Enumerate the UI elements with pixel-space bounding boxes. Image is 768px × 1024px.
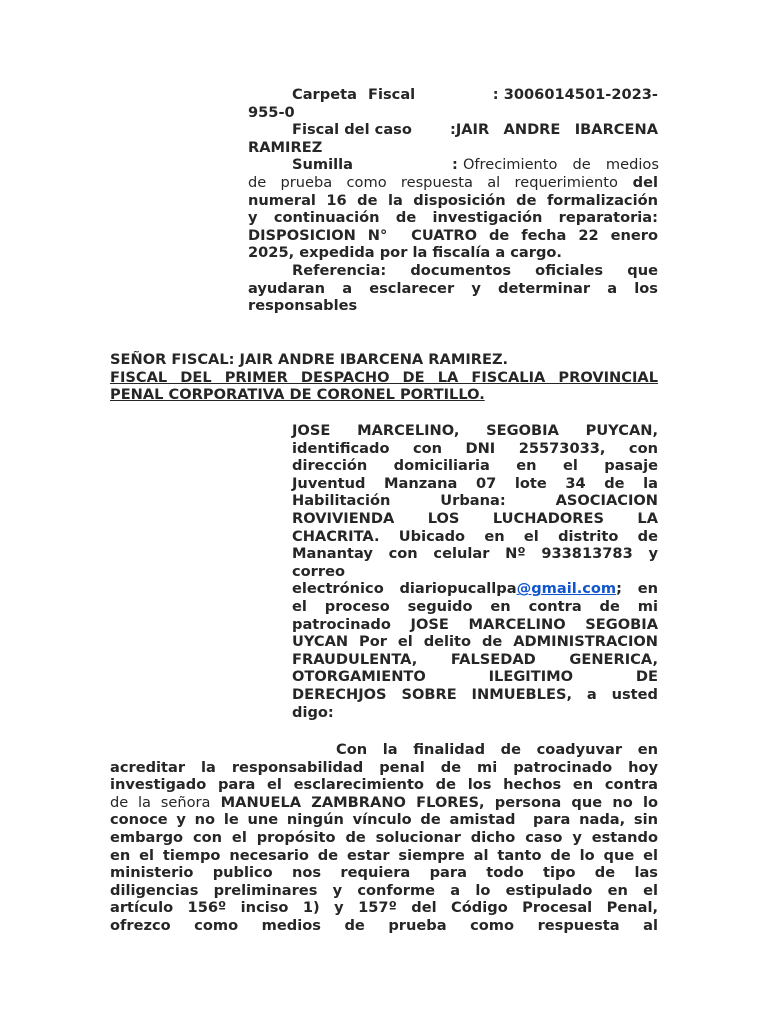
- carpeta-fiscal-label: Carpeta Fiscal: [292, 86, 416, 103]
- body-line: acreditar la responsabilidad penal de mi patrocinado hoy: [110, 758, 658, 776]
- body-line: diligencias preliminares y conforme a lo estipulado en el: [110, 881, 658, 899]
- body-line: ministerio publico nos requiera para todo tipo de las: [110, 864, 658, 882]
- body-paragraph: [110, 741, 658, 935]
- email-link[interactable]: @gmail.com: [516, 580, 617, 598]
- referencia-line-2: ayudaran a esclarecer y determinar a los: [248, 279, 658, 297]
- intro-line: patrocinado JOSE MARCELINO SEGOBIA: [292, 615, 658, 633]
- sumilla-text-5: DISPOSICION N° CUATRO de fecha 22 enero: [248, 226, 658, 244]
- addressee-block: [110, 351, 658, 404]
- fiscal-del-caso-label: Fiscal del caso: [292, 121, 412, 139]
- intro-line: UYCAN Por el delito de ADMINISTRACION: [292, 633, 658, 651]
- intro-line: identificado con DNI 25573033, con: [292, 439, 658, 457]
- referencia-line-1: Referencia: documentos oficiales que: [292, 261, 658, 279]
- body-line: en el tiempo necesario de estar siempre al tanto de lo que el: [110, 846, 658, 864]
- intro-line: dirección domiciliaria en el pasaje: [292, 457, 658, 475]
- intro-line: DERECHJOS SOBRE INMUEBLES, a usted: [292, 685, 658, 703]
- sumilla-text-6: 2025, expedida por la fiscalía a cargo.: [248, 244, 562, 262]
- intro-line: digo:: [292, 703, 334, 721]
- body-line: conoce y no le une ningún vínculo de amistad para nada, sin: [110, 811, 658, 829]
- referencia-line-3: responsables: [248, 297, 358, 315]
- intro-line: CHACRITA. Ubicado en el distrito de: [292, 527, 658, 545]
- carpeta-fiscal-value-cont: 955-0: [248, 103, 295, 121]
- intro-line: Manantay con celular Nº 933813783 y: [292, 545, 658, 563]
- intro-line: Habilitación Urbana: ASOCIACION: [292, 492, 658, 510]
- intro-line: el proceso seguido en contra de mi: [292, 597, 658, 615]
- intro-line: FRAUDULENTA, FALSEDAD GENERICA,: [292, 650, 658, 668]
- body-line: investigado para el esclarecimiento de los hechos en contra: [110, 776, 658, 794]
- sumilla-text-2: de prueba como respuesta al requerimiento del: [248, 173, 658, 191]
- case-header: [248, 86, 658, 315]
- sumilla-label: Sumilla: [292, 156, 353, 174]
- fiscal-office-line-2: PENAL CORPORATIVA DE CORONEL PORTILLO.: [110, 386, 485, 404]
- sumilla-text-1: Ofrecimiento de medios: [462, 156, 659, 174]
- fiscal-del-caso-value: :JAIR ANDRE IBARCENA: [450, 121, 658, 139]
- intro-line: correo: [292, 562, 345, 580]
- carpeta-fiscal-line: [248, 86, 658, 104]
- fiscal-del-caso-value-cont: RAMIREZ: [248, 138, 323, 156]
- carpeta-fiscal-value: : 3006014501-2023-: [492, 86, 658, 103]
- body-line: artículo 156º inciso 1) y 157º del Código Procesal Penal,: [110, 899, 658, 917]
- intro-line: JOSE MARCELINO, SEGOBIA PUYCAN,: [292, 422, 658, 439]
- sumilla-colon: :: [452, 156, 458, 174]
- body-line-1: Con la finalidad de coadyuvar en: [336, 741, 658, 758]
- intro-line: Juventud Manzana 07 lote 34 de la: [292, 474, 658, 492]
- fiscal-del-caso-line: [248, 121, 658, 139]
- body-line: embargo con el propósito de solucionar dicho caso y estando: [110, 828, 658, 846]
- body-line-name: de la señora MANUELA ZAMBRANO FLORES, persona que no lo: [110, 793, 658, 811]
- intro-line: OTORGAMIENTO ILEGITIMO DE: [292, 668, 658, 686]
- body-line: ofrezco como medios de prueba como respuesta al: [110, 916, 658, 934]
- senor-fiscal-line: SEÑOR FISCAL: JAIR ANDRE IBARCENA RAMIREZ.: [110, 351, 509, 368]
- sumilla-line: [248, 156, 658, 174]
- intro-line: ROVIVIENDA LOS LUCHADORES LA: [292, 509, 658, 527]
- sumilla-text-4: y continuación de investigación reparatoria:: [248, 209, 658, 227]
- fiscal-office-line-1: FISCAL DEL PRIMER DESPACHO DE LA FISCALIA PROVINCIAL: [110, 368, 658, 386]
- identification-block: [292, 422, 658, 721]
- email-line: electrónico diariopucallpa@gmail.com; en: [292, 580, 658, 598]
- sumilla-text-3: numeral 16 de la disposición de formalización: [248, 191, 658, 209]
